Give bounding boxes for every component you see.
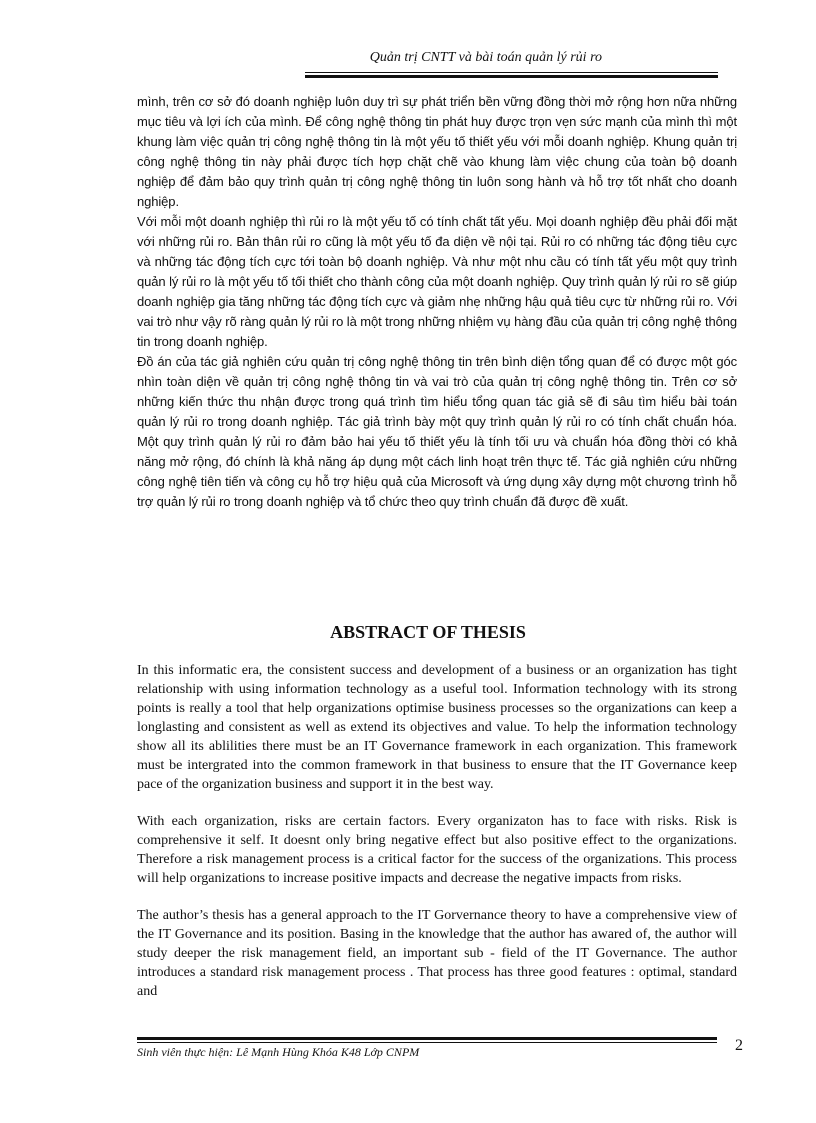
- vietnamese-paragraph: Với mỗi một doanh nghiệp thì rủi ro là một yếu tố có tính chất tất yếu. Mọi doanh nghiệp đều phải đối mặt với những rủi ro. Bản thân rủi ro cũng là một yếu tố đa diện về nội tại. Rủi ro có những tác động tiêu cực và những tác động tích cực tới toàn bộ doanh nghiệp. Và như một nhu cầu có tính tất yếu một quy trình quản lý rủi ro là một yếu tố tối thiết cho thành công của một doanh nghiệp. Quy trình quản lý rủi ro sẽ giúp doanh nghiệp gia tăng những tác động tích cực và giảm nhẹ những hậu quả tiêu cực từ những rủi ro. Với vai trò như vậy rõ ràng quản lý rủi ro là một trong những nhiệm vụ hàng đầu của quản trị công nghệ thông tin trong doanh nghiệp.: [137, 214, 737, 349]
- footer-rule-thin: [137, 1042, 717, 1043]
- abstract-paragraph: The author’s thesis has a general approach to the IT Gorvernance theory to have a comprehensive view of the IT Governance and its position. Basing in the knowledge that the author has awared of, the author will study deeper the risk management field, an important sub - field of the IT Governance. The author introduces a standard risk management process . That process has three good features : optimal, standard and: [137, 908, 737, 999]
- header-rule-thick: [305, 75, 718, 78]
- abstract-heading: ABSTRACT OF THESIS: [330, 622, 526, 642]
- vietnamese-paragraph: mình, trên cơ sở đó doanh nghiệp luôn duy trì sự phát triển bền vững đồng thời mở rộng hơn nữa những mục tiêu và lợi ích của mình. Để công nghệ thông tin phát huy được trọn vẹn sức mạnh của mình thì một khung làm việc quản trị công nghệ thông tin là một yếu tố thiết yếu với mỗi doanh nghiệp. Khung quản trị công nghệ thông tin này phải được tích hợp chặt chẽ vào khung làm việc chung của toàn bộ doanh nghiệp để đảm bảo quy trình quản trị công nghệ thông tin luôn song hành và hỗ trợ tốt nhất cho doanh nghiệp.: [137, 94, 737, 209]
- page-number: 2: [735, 1037, 743, 1054]
- running-header-title: Quản trị CNTT và bài toán quản lý rủi ro: [369, 50, 602, 65]
- footer-rule-thick: [137, 1037, 717, 1040]
- abstract-paragraph: With each organization, risks are certain factors. Every organizaton has to face with risks. Risk is comprehensive it self. It doesnt only bring negative effect but also positive effect to the organizations. Therefore a risk management process is a critical factor for the success of the organizations. This process will help organizations to increase positive impacts and decrease the negative impacts from risks.: [137, 814, 737, 886]
- abstract-body: [137, 661, 737, 1019]
- vietnamese-body: [137, 92, 737, 512]
- footer-author: Sinh viên thực hiện: Lê Mạnh Hùng Khóa K48 Lớp CNPM: [137, 1045, 420, 1059]
- abstract-paragraph: In this informatic era, the consistent success and development of a business or an organization has tight relationship with using information technology as a useful tool. Information technology with its strong points is really a tool that help organizations optimise business processes so the organizations can keep a longlasting and consistent as well as extend its objectives and value. To help the information technology show all its ablilities there must be an IT Governance framework in each organization. This framework must be intergrated into the common framework in that business to ensure that the IT Governance keep pace of the organization business and support it in the best way.: [137, 663, 737, 792]
- header-rule-thin: [305, 72, 718, 73]
- vietnamese-paragraph: Đồ án của tác giả nghiên cứu quản trị công nghệ thông tin trên bình diện tổng quan để có được một góc nhìn toàn diện về quản trị công nghệ thông tin và vai trò của quản trị công nghệ thông tin. Trên cơ sở những kiến thức thu nhận được trong quá trình tìm hiểu tổng quan tác giả sẽ đi sâu tìm hiểu bài toán quản lý rủi ro trong doanh nghiệp. Tác giả trình bày một quy trình quản lý rủi ro có tính chất chuẩn hóa. Một quy trình quản lý rủi ro đảm bảo hai yếu tố thiết yếu là tính tối ưu và chuẩn hóa đồng thời có khả năng mở rộng, đó chính là khả năng áp dụng một cách linh hoạt trên thực tế. Tác giả nghiên cứu những công nghệ tiên tiến và công cụ hỗ trợ hiệu quả của Microsoft và ứng dụng xây dựng một chương trình hỗ trợ quản lý rủi ro trong doanh nghiệp và tổ chức theo quy trình chuẩn đã được đề xuất.: [137, 354, 737, 509]
